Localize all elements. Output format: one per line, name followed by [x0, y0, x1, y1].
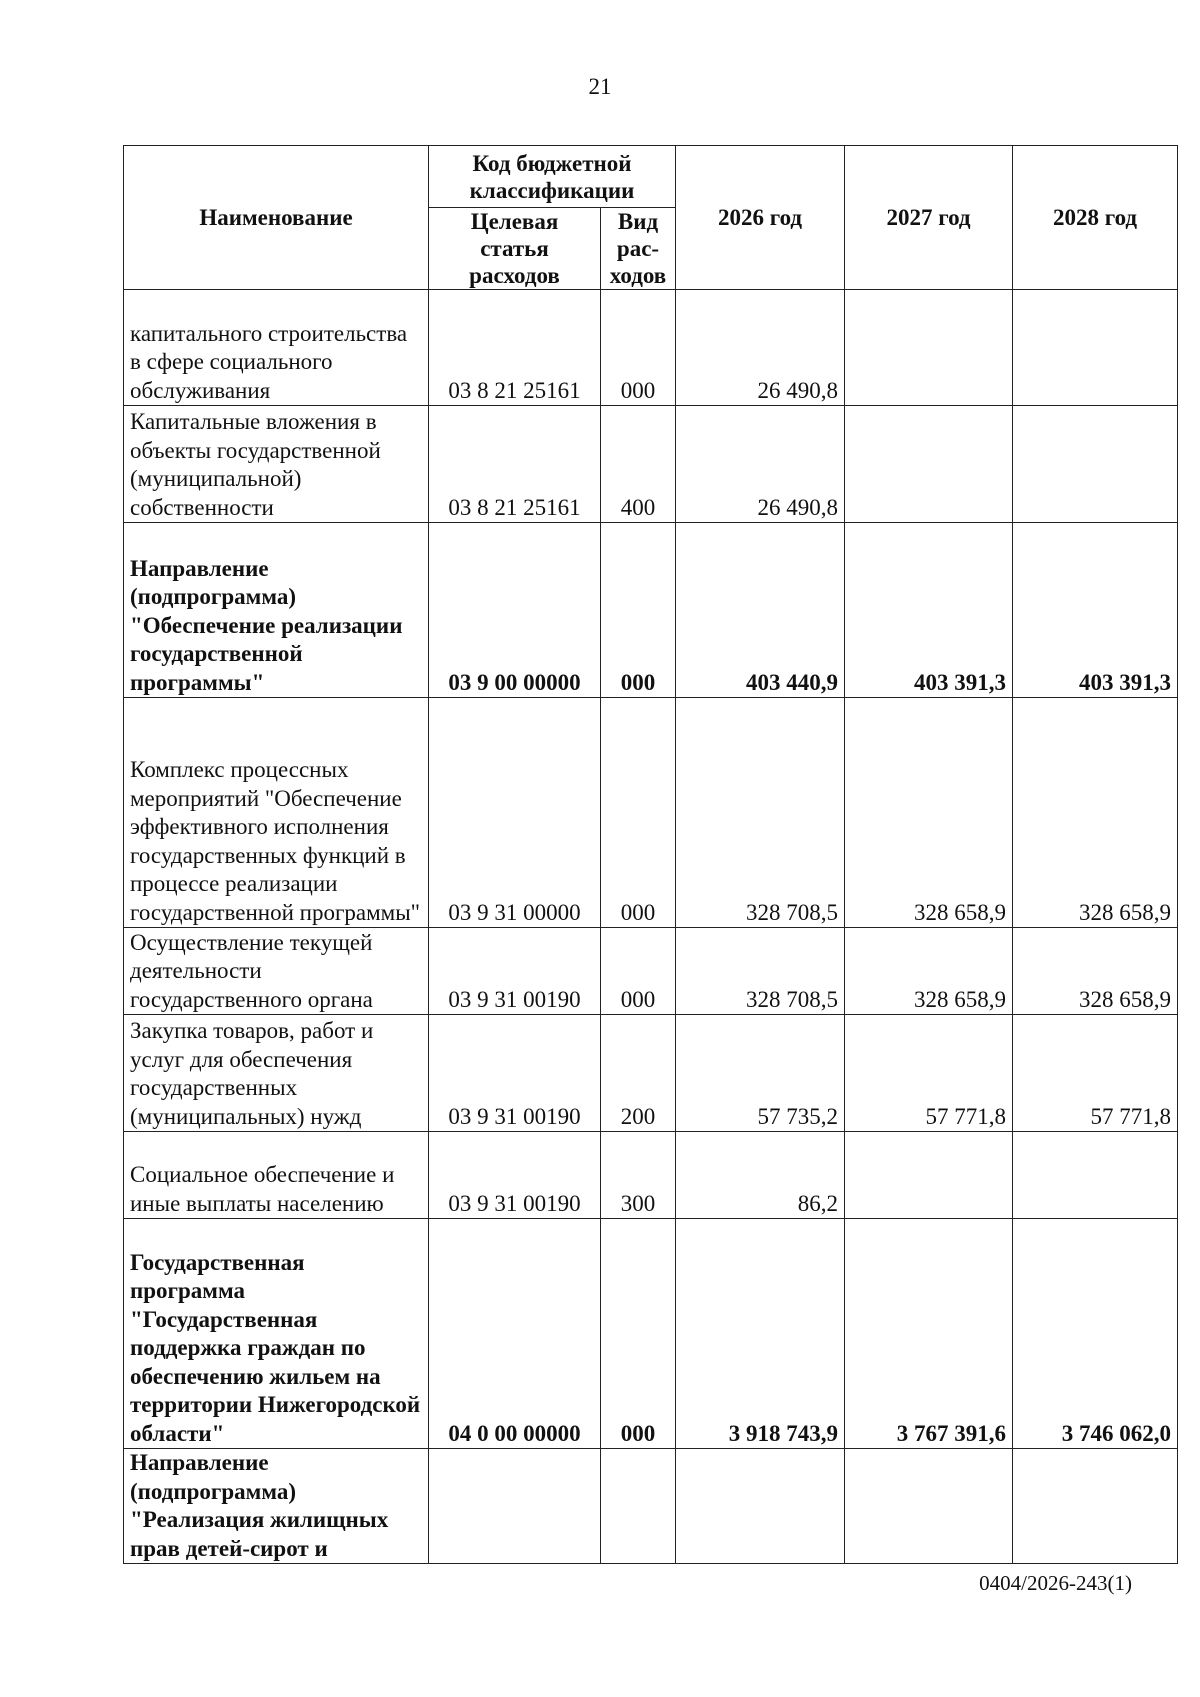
- row-value-2026: 328 708,5: [676, 698, 845, 928]
- row-type-code: 000: [601, 290, 676, 406]
- row-name: Комплекс процессных мероприятий "Обеспечение эффективного исполнения государственных функций в процессе реализации государственной программы": [124, 698, 429, 928]
- row-name: Государственная программа "Государственная поддержка граждан по обеспечению жильем на территории Нижегородской области": [124, 1219, 429, 1449]
- row-name: Закупка товаров, работ и услуг для обеспечения государственных (муниципальных) нужд: [124, 1015, 429, 1132]
- header-target: Целевая статья расходов: [429, 208, 601, 290]
- table-row: [124, 928, 1178, 1015]
- table-row: [124, 406, 1178, 523]
- row-target-code: 03 9 31 00000: [429, 698, 601, 928]
- header-code-group: Код бюджетной классификации: [429, 146, 676, 208]
- row-value-2026: 3 918 743,9: [676, 1219, 845, 1449]
- row-target-code: 03 9 31 00190: [429, 1132, 601, 1219]
- row-value-2028: 328 658,9: [1013, 928, 1178, 1015]
- row-value-2028: [1013, 1449, 1178, 1564]
- table-row: [124, 1132, 1178, 1219]
- budget-table: [123, 145, 1178, 1564]
- row-value-2027: 57 771,8: [845, 1015, 1013, 1132]
- row-target-code: 03 9 00 00000: [429, 523, 601, 698]
- row-value-2026: [676, 1449, 845, 1564]
- row-value-2027: [845, 406, 1013, 523]
- row-type-code: 400: [601, 406, 676, 523]
- row-value-2027: [845, 1449, 1013, 1564]
- row-type-code: 000: [601, 523, 676, 698]
- row-value-2028: 403 391,3: [1013, 523, 1178, 698]
- document-code: 0404/2026-243(1): [979, 1571, 1132, 1595]
- row-value-2028: [1013, 290, 1178, 406]
- header-2026: 2026 год: [676, 146, 845, 290]
- row-value-2027: 328 658,9: [845, 928, 1013, 1015]
- row-target-code: 03 8 21 25161: [429, 290, 601, 406]
- row-target-code: [429, 1449, 601, 1564]
- table-row: [124, 698, 1178, 928]
- row-type-code: 000: [601, 1219, 676, 1449]
- header-2027: 2027 год: [845, 146, 1013, 290]
- row-value-2028: 328 658,9: [1013, 698, 1178, 928]
- row-name: Направление (подпрограмма) "Реализация жилищных прав детей-сирот и: [124, 1449, 429, 1564]
- row-target-code: 03 9 31 00190: [429, 1015, 601, 1132]
- row-value-2027: [845, 290, 1013, 406]
- row-value-2027: [845, 1132, 1013, 1219]
- header-2028: 2028 год: [1013, 146, 1178, 290]
- row-value-2027: 3 767 391,6: [845, 1219, 1013, 1449]
- table-row: [124, 1219, 1178, 1449]
- row-value-2026: 86,2: [676, 1132, 845, 1219]
- row-type-code: 300: [601, 1132, 676, 1219]
- row-value-2028: 57 771,8: [1013, 1015, 1178, 1132]
- row-value-2026: 328 708,5: [676, 928, 845, 1015]
- row-name: капитального строительства в сфере социального обслуживания: [124, 290, 429, 406]
- row-name: Капитальные вложения в объекты государственной (муниципальной) собственности: [124, 406, 429, 523]
- page-number: 21: [588, 74, 612, 99]
- row-value-2026: 403 440,9: [676, 523, 845, 698]
- row-type-code: 000: [601, 928, 676, 1015]
- table-row: [124, 523, 1178, 698]
- table-row: [124, 290, 1178, 406]
- row-value-2026: 57 735,2: [676, 1015, 845, 1132]
- table-row: [124, 1449, 1178, 1564]
- row-name: Направление (подпрограмма) "Обеспечение реализации государственной программы": [124, 523, 429, 698]
- row-value-2027: 403 391,3: [845, 523, 1013, 698]
- row-target-code: 03 8 21 25161: [429, 406, 601, 523]
- row-type-code: [601, 1449, 676, 1564]
- row-value-2026: 26 490,8: [676, 290, 845, 406]
- row-value-2028: 3 746 062,0: [1013, 1219, 1178, 1449]
- header-type: Вид рас-ходов: [601, 208, 676, 290]
- row-value-2027: 328 658,9: [845, 698, 1013, 928]
- row-type-code: 000: [601, 698, 676, 928]
- row-value-2028: [1013, 1132, 1178, 1219]
- row-value-2028: [1013, 406, 1178, 523]
- table-row: [124, 1015, 1178, 1132]
- row-name: Социальное обеспечение и иные выплаты населению: [124, 1132, 429, 1219]
- row-target-code: 03 9 31 00190: [429, 928, 601, 1015]
- header-name: Наименование: [124, 146, 429, 290]
- row-name: Осуществление текущей деятельности государственного органа: [124, 928, 429, 1015]
- row-value-2026: 26 490,8: [676, 406, 845, 523]
- table-body: [124, 290, 1178, 1564]
- row-target-code: 04 0 00 00000: [429, 1219, 601, 1449]
- row-type-code: 200: [601, 1015, 676, 1132]
